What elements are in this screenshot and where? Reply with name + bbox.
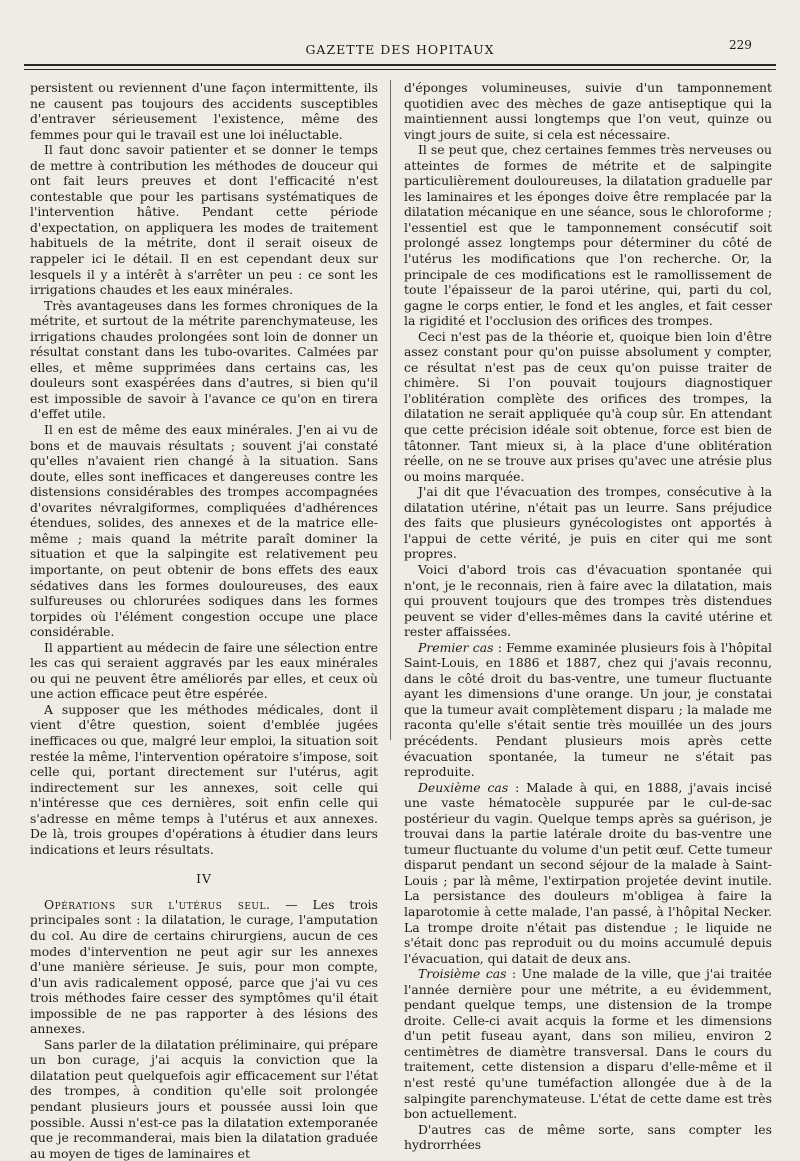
- paragraph: [30, 897, 378, 1037]
- paragraph-text: : Une malade de la ville, que j'ai traitée l'année dernière pour une métrite, a eu évidemment, pendant quelque temps, une distension de la trompe droite. Celle-ci avait acquis la forme et les dimensions d'un petit fuseau ayant, dans son milieu, environ 2 centimètres de diamètre transversal. Dans le cours du traitement, cette distension a disparu d'elle-même et il n'est resté qu'une tuméfaction allongée due à de la salpingite parenchymateuse. L'état de cette dame est très bon actuellement.: [404, 966, 772, 1122]
- paragraph-text: : Femme examinée plusieurs fois à l'hôpital Saint-Louis, en 1886 et 1887, chez qui j'avais reconnu, dans le côté droit du bas-ventre, une tumeur fluctuante ayant les dimensions d'une orange. Un jour, je constatai que la tumeur avait complètement disparu ; la malade me raconta qu'elle s'était sentie très mouillée un des jours précédents. Pendant plusieurs mois après cette évacuation spontanée, la tumeur ne s'était pas reproduite.: [404, 639, 772, 780]
- paragraph: Sans parler de la dilatation préliminaire, qui prépare un bon curage, j'ai acquis la conviction que la dilatation peut quelquefois agir efficacement sur l'état des trompes, à condition qu'elle soit prolongée pendant plusieurs jours et poussée aussi loin que possible. Aussi n'est-ce pas la dilatation extemporanée que je recommanderai, mais bien la dilatation graduée au moyen de tiges de laminaires et: [30, 1036, 378, 1161]
- paragraph: Voici d'abord trois cas d'évacuation spontanée qui n'ont, je le reconnais, rien à faire avec la dilatation, mais qui prouvent toujours que des trompes très distendues peuvent se vider d'elles-mêmes dans la cavité utérine et rester affaissées.: [404, 561, 772, 640]
- column-divider: [390, 80, 391, 740]
- paragraph: persistent ou reviennent d'une façon intermittente, ils ne causent pas toujours des accidents susceptibles d'entraver sérieusement l'existence, même des femmes pour qui le travail est une loi inéluctable.: [30, 80, 378, 142]
- case-label: Deuxième cas: [418, 779, 509, 795]
- paragraph: Très avantageuses dans les formes chroniques de la métrite, et surtout de la métrite parenchymateuse, les irrigations chaudes prolongées sont loin de donner un résultat constant dans les tubo-ovarites. Calmées par elles, et même supprimées dans certains cas, les douleurs sont exaspérées dans d'autres, si bien qu'il est impossible de savoir à l'avance ce qu'on en tirera d'effet utile.: [30, 297, 378, 422]
- paragraph-text: : Malade à qui, en 1888, j'avais incisé une vaste hématocèle suppurée par le cul-de-sac postérieur du vagin. Quelque temps après sa guérison, je trouvai dans la partie latérale droite du bas-ventre une tumeur fluctuante du volume d'un petit œuf. Cette tumeur disparut pendant un second séjour de la malade à Saint-Louis ; par là même, l'extirpation projetée devint inutile. La persistance des douleurs m'obligea à faire la laparotomie à cette malade, l'an passé, à l'hôpital Necker. La trompe droite n'était pas distendue ; le liquide ne s'était donc pas reproduit ou du moins accumulé depuis l'évacuation, qui datait de deux ans.: [404, 779, 772, 966]
- paragraph: Il se peut que, chez certaines femmes très nerveuses ou atteintes de formes de métrite et de salpingite particulièrement douloureuses, la dilatation graduelle par les laminaires et les éponges doive être remplacée par la dilatation mécanique en une séance, sous le chloroforme ; l'essentiel est que le tamponnement consécutif soit prolongé assez longtemps pour déterminer du côté de l'utérus les modifications que l'on recherche. Or, la principale de ces modifications est le ramollissement de toute l'épaisseur de la paroi utérine, qui, parti du col, gagne le corps entier, le fond et les angles, et fait cesser la rigidité et l'occlusion des orifices des trompes.: [404, 142, 772, 329]
- case-paragraph: [404, 966, 772, 1121]
- case-paragraph: [404, 640, 772, 780]
- paragraph: J'ai dit que l'évacuation des trompes, consécutive à la dilatation utérine, n'était pas un leurre. Sans préjudice des faits que plusieurs gynécologistes ont apportés à l'appui de cette vérité, je puis en citer qui me sont propres.: [404, 484, 772, 562]
- page-number: 229: [729, 38, 752, 52]
- right-column: [404, 80, 772, 1153]
- paragraph: D'autres cas de même sorte, sans compter les hydrorrhées: [404, 1121, 772, 1153]
- left-column: [30, 80, 378, 1161]
- paragraph: Ceci n'est pas de la théorie et, quoique bien loin d'être assez constant pour qu'on puisse absolument y compter, ce résultat n'est pas de ceux qu'on puisse traiter de chimère. Si l'on pouvait toujours diagnostiquer l'oblitération complète des orifices des trompes, la dilatation ne serait appliquée qu'à coup sûr. En attendant que cette précision idéale soit obtenue, force est bien de tâtonner. Tant mieux si, à la place d'une oblitération réelle, on ne se trouve aux prises qu'avec une atrésie plus ou moins marquée.: [404, 328, 772, 484]
- paragraph: Il appartient au médecin de faire une sélection entre les cas qui seraient aggravés par les eaux minérales ou qui ne peuvent être améliorés par elles, et ceux où une action efficace peut être espérée.: [30, 639, 378, 702]
- header-rule-thin: [24, 69, 776, 70]
- paragraph: A supposer que les méthodes médicales, dont il vient d'être question, soient d'emblée jugées inefficaces ou que, malgré leur emploi, la situation soit restée la même, l'intervention opératoire s'impose, soit celle qui, portant directement sur l'utérus, agit indirectement sur les annexes, soit celle qui n'intéresse que ces dernières, soit enfin celle qui s'adresse en même temps à l'utérus et aux annexes. De là, trois groupes d'opérations à étudier dans leurs indications et leurs résultats.: [30, 701, 378, 857]
- case-label: Troisième cas: [418, 966, 507, 982]
- paragraph: Il en est de même des eaux minérales. J'en ai vu de bons et de mauvais résultats ; souvent j'ai constaté qu'elles n'avaient rien changé à la situation. Sans doute, elles sont inefficaces et dangereuses contre les distensions considérables des trompes accompagnées d'ovarites névralgiformes, compliquées d'adhérences étendues, solides, des annexes et de la matrice elle-même ; mais quand la métrite paraît dominer la situation et que la salpingite est relativement peu importante, on peut obtenir de bons effets des eaux sédatives dans les formes douloureuses, des eaux sulfureuses ou chlorurées sodiques dans les formes torpides où l'élément congestion occupe une place considérable.: [30, 422, 378, 640]
- case-paragraph: [404, 780, 772, 967]
- header-rule-thick: [24, 64, 776, 66]
- section-number: IV: [196, 871, 212, 887]
- case-label: Premier cas: [418, 639, 494, 655]
- paragraph: Il faut donc savoir patienter et se donner le temps de mettre à contribution les méthodes de douceur qui ont fait leurs preuves et dont l'efficacité n'est contestable que pour les partisans systématiques de l'intervention hâtive. Pendant cette période d'expectation, on appliquera les modes de traitement habituels de la métrite, dont il serait oiseux de rappeler ici le détail. Il en est cependant deux sur lesquels il y a intérêt à s'arrêter un peu : ce sont les irrigations chaudes et les eaux minérales.: [30, 142, 378, 298]
- running-header-title: GAZETTE DES HOPITAUX: [305, 42, 495, 57]
- paragraph: d'éponges volumineuses, suivie d'un tamponnement quotidien avec des mèches de gaze antiseptique qui la maintiennent aussi longtemps que l'on veut, quinze ou vingt jours de suite, si cela est nécessaire.: [404, 80, 772, 142]
- section-heading: Opérations sur l'utérus seul.: [44, 896, 271, 912]
- paragraph-text: — Les trois principales sont : la dilatation, le curage, l'amputation du col. Au dire de certains chirurgiens, aucun de ces modes d'intervention ne peut agir sur les annexes d'une manière sérieuse. Je suis, pour mon compte, d'un avis radicalement opposé, parce que j'ai vu ces trois méthodes faire cesser des symptômes qu'il était impossible de ne pas rapporter à des lésions des annexes.: [30, 896, 378, 1037]
